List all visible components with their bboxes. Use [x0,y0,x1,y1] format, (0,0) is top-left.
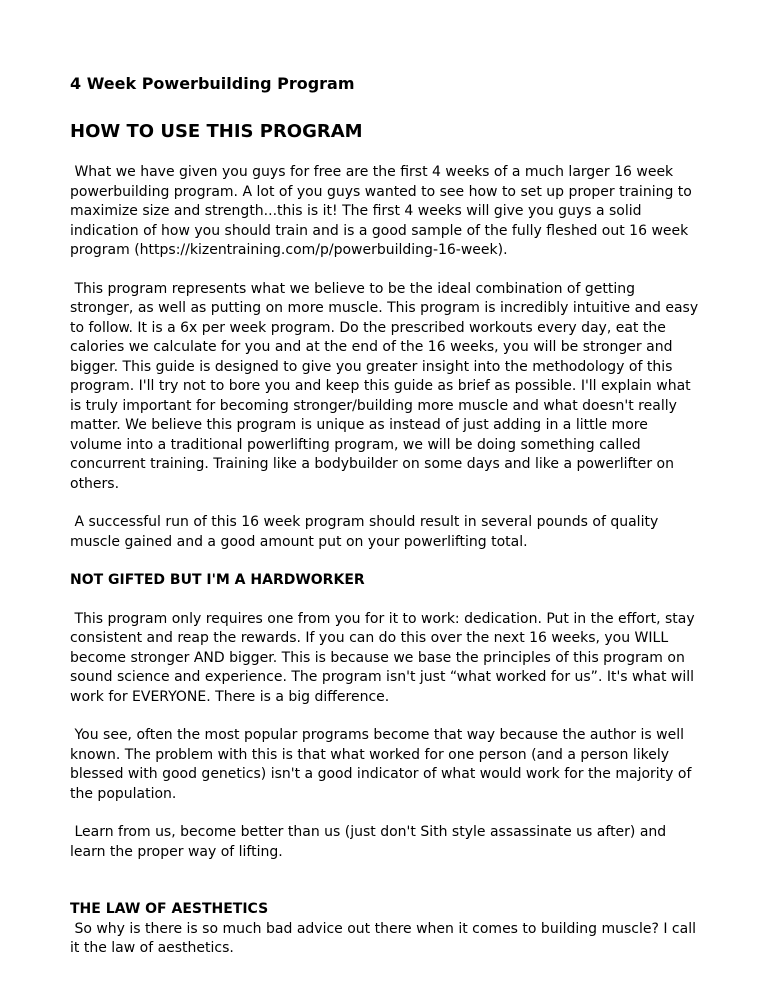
paragraph-law-of-aesthetics: So why is there is so much bad advice out there when it comes to building muscle? I call it the law of aesthetics. [70,920,701,956]
paragraph-expected-results: A successful run of this 16 week program should result in several pounds of quality muscle gained and a good amount put on your powerlifting total. [70,514,663,550]
heading-how-to-use: HOW TO USE THIS PROGRAM [70,121,363,142]
paragraph-popular-programs: You see, often the most popular programs become that way because the author is well known. The problem with this is that what worked for one person (and a person likely blessed with good genetics) isn't a good indicator of what would work for the majority of the population. [70,727,696,802]
paragraph-learn-from-us: Learn from us, become better than us (just don't Sith style assassinate us after) and learn the proper way of lifting. [70,824,671,860]
document-title: 4 Week Powerbuilding Program [70,74,355,93]
paragraph-program-intro: What we have given you guys for free are the first 4 weeks of a much larger 16 week powerbuilding program. A lot of you guys wanted to see how to set up proper training to maximize size and strength...this is it! The first 4 weeks will give you guys a solid indication of how you should train and is a good sample of the fully fleshed out 16 week program (https://kizentraining.com/p/powerbuilding-16-week). [70,164,697,258]
heading-law-of-aesthetics: THE LAW OF AESTHETICS [70,901,269,917]
heading-not-gifted-hardworker: NOT GIFTED BUT I'M A HARDWORKER [70,572,365,588]
paragraph-program-philosophy: This program represents what we believe to be the ideal combination of getting stronger, as well as putting on more muscle. This program is incredibly intuitive and easy to follow. It is a 6x per week program. Do the prescribed workouts every day, eat the calories we calculate for you and at the end of the 16 weeks, you will be stronger and bigger. This guide is designed to give you greater insight into the methodology of this program. I'll try not to bore you and keep this guide as brief as possible. I'll explain what is truly important for becoming stronger/building more muscle and what doesn't really matter. We believe this program is unique as instead of just adding in a little more volume into a traditional powerlifting program, we will be doing something called concurrent training. Training like a bodybuilder on some days and like a powerlifter on others. [70,280,703,492]
paragraph-dedication: This program only requires one from you for it to work: dedication. Put in the effort, stay consistent and reap the rewards. If you can do this over the next 16 weeks, you WILL become stronger AND bigger. This is because we base the principles of this program on sound science and experience. The program isn't just “what worked for us”. It's what will work for EVERYONE. There is a big difference. [70,610,700,705]
